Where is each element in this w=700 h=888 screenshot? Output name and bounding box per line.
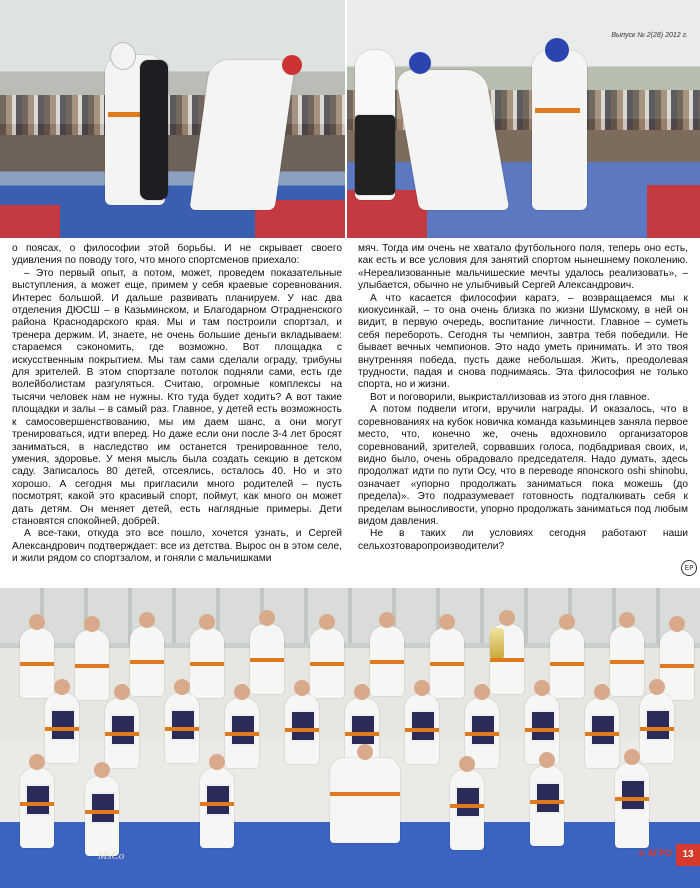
photo-kumite-right — [347, 0, 700, 238]
photo-kumite-left — [0, 0, 345, 238]
paragraph: А все-таки, откуда это все пошло, хочется узнать, и Сергей Александрович подтверждает: все из детства. Вырос он в этом селе, и жили рядом со спортзалом, и гоняли с мальчишками — [12, 528, 342, 565]
child-karateka — [200, 768, 234, 848]
child-karateka — [310, 628, 344, 698]
trophy-cup — [490, 628, 504, 658]
child-karateka — [250, 624, 284, 694]
child-karateka — [585, 698, 619, 768]
child-karateka — [610, 626, 644, 696]
issue-label: Выпуск № 2(28) 2012 г. — [611, 32, 688, 39]
child-karateka — [45, 693, 79, 763]
red-helmet — [282, 55, 302, 75]
judge-trousers — [355, 115, 395, 195]
child-karateka-seated — [330, 758, 400, 843]
child-karateka — [430, 628, 464, 698]
child-karateka — [370, 626, 404, 696]
fighter-white-kicking — [189, 60, 295, 210]
referee-dark — [140, 60, 168, 200]
paragraph: А потом подвели итоги, вручили награды. И оказалось, что в соревнованиях на кубок новичка команда казьминцев заняла первое место, что, конечно же, очень вдохновило организаторов соревнований, зрителей, сорвавших голоса, подбадривая своих, и, видно было, очень обрадовало председателя. Надо думать, здесь продолжат идти по пути Осу, что в переводе японского oshi shinobu, означает «упорно продолжать заниматься пока можешь (до предела)». Это подразумевает готовность подталкивать себя к пределам выносливости, упорно продолжать заниматься под любым видом давления. — [358, 404, 688, 527]
mat-red-corner — [0, 205, 60, 238]
paragraph: о поясах, о философии этой борьбы. И не скрывает своего удивления по поводу того, что много спортсменов приехало: — [12, 243, 342, 267]
child-karateka — [640, 693, 674, 763]
child-karateka — [285, 694, 319, 764]
orange-belt — [535, 108, 580, 113]
blue-helmet — [545, 38, 569, 62]
child-karateka — [75, 630, 109, 700]
child-karateka — [190, 628, 224, 698]
child-karateka — [20, 768, 54, 848]
paragraph: мяч. Тогда им очень не хватало футбольного поля, теперь оно есть, как есть и все условия для занятий спортом нынешнему поколению. «Нереализованные мальчишеские мечты удалось реализовать», – улыбается, обычно не улыбчивый Сергей Александрович. — [358, 243, 688, 292]
child-karateka — [105, 698, 139, 768]
magazine-logo: © АГРО — [638, 848, 672, 858]
child-karateka — [660, 630, 694, 700]
helmet — [110, 42, 136, 70]
child-karateka — [165, 693, 199, 763]
paragraph: А что касается философии каратэ, – возвращаемся мы к киокусинкай, – то она очень близка по жизни Шумскому, в ней он видит, в первую очередь, воспитание личности. Главное – суметь себя перебороть. Сегодня ты чемпион, завтра тебя победили. Не бывает вечных чемпионов. Это надо уметь принимать. И это твоя внутренняя победа, пусть даже небольшая. Жить, преодолевая трудности, падая и снова поднимаясь. Эта философия не только спорта, но и жизни. — [358, 292, 688, 391]
mat-red-corner — [647, 185, 700, 238]
article-column-right — [358, 243, 688, 553]
fighter-girl-right — [532, 50, 587, 210]
page-number: 13 — [676, 844, 700, 866]
child-karateka — [20, 628, 54, 698]
paragraph: Вот и поговорили, выкристаллизовав из этого дня главное. — [370, 391, 650, 403]
child-karateka — [550, 628, 584, 698]
child-karateka — [450, 770, 484, 850]
paragraph: Не в таких ли условиях сегодня работают наши сельхозтоваропроизводители? — [358, 528, 688, 552]
child-karateka — [85, 776, 119, 856]
spectators — [0, 95, 345, 135]
paragraph: – Это первый опыт, а потом, может, проведем показательные выступления, а может еще, примем у себя краевые соревнования. Интерес большой. И дальше развивать планируем. У нас два отделения ДЮСШ – в Казьминском, и Благодарном Отрадненского района Краснодарского края. Мы и там построили спортзал, и тренера держим. И, знаете, не очень большие деньги вкладываем: стараемся сэкономить, где возможно. Вот площадка с искусственным покрытием. Мы там сами сделали ограду, трибуны для зрителей. В этом спортзале потолок подняли сами, есть где волейболистам разгуляться. Считаю, огромные комплексы на тысячи человек нам не нужны. Кто туда будет ходить? А вот такие площадки и залы – в самый раз. Главное, у детей есть возможность к самосовершенствованию, мы им даем шанс, а они могут тренироваться, идти вперед. Но даже если они после 3-4 лет бросят заниматься, в наследство им останется тренированное тело, умения, здоровье. У меня мысль была создать секцию в детском саду. Записалось 80 детей, отсеялись, осталось 40. Но и это хорошо. А сегодня мы пригласили много родителей – пусть посмотрят, какой это красивый спорт, поймут, как много он может дать детям. Он меняет детей, есть наглядные примеры. Дети становятся спокойней, добрей. — [12, 267, 342, 527]
end-of-article-mark: EP — [681, 560, 697, 576]
child-karateka — [615, 763, 649, 848]
photographer-signature: MsCo — [98, 850, 125, 862]
child-karateka — [130, 626, 164, 696]
photo-group-awards — [0, 588, 700, 888]
child-karateka — [405, 694, 439, 764]
child-karateka — [225, 698, 259, 768]
blue-helmet — [409, 52, 431, 74]
child-karateka — [530, 766, 564, 846]
article-column-left — [12, 243, 342, 566]
